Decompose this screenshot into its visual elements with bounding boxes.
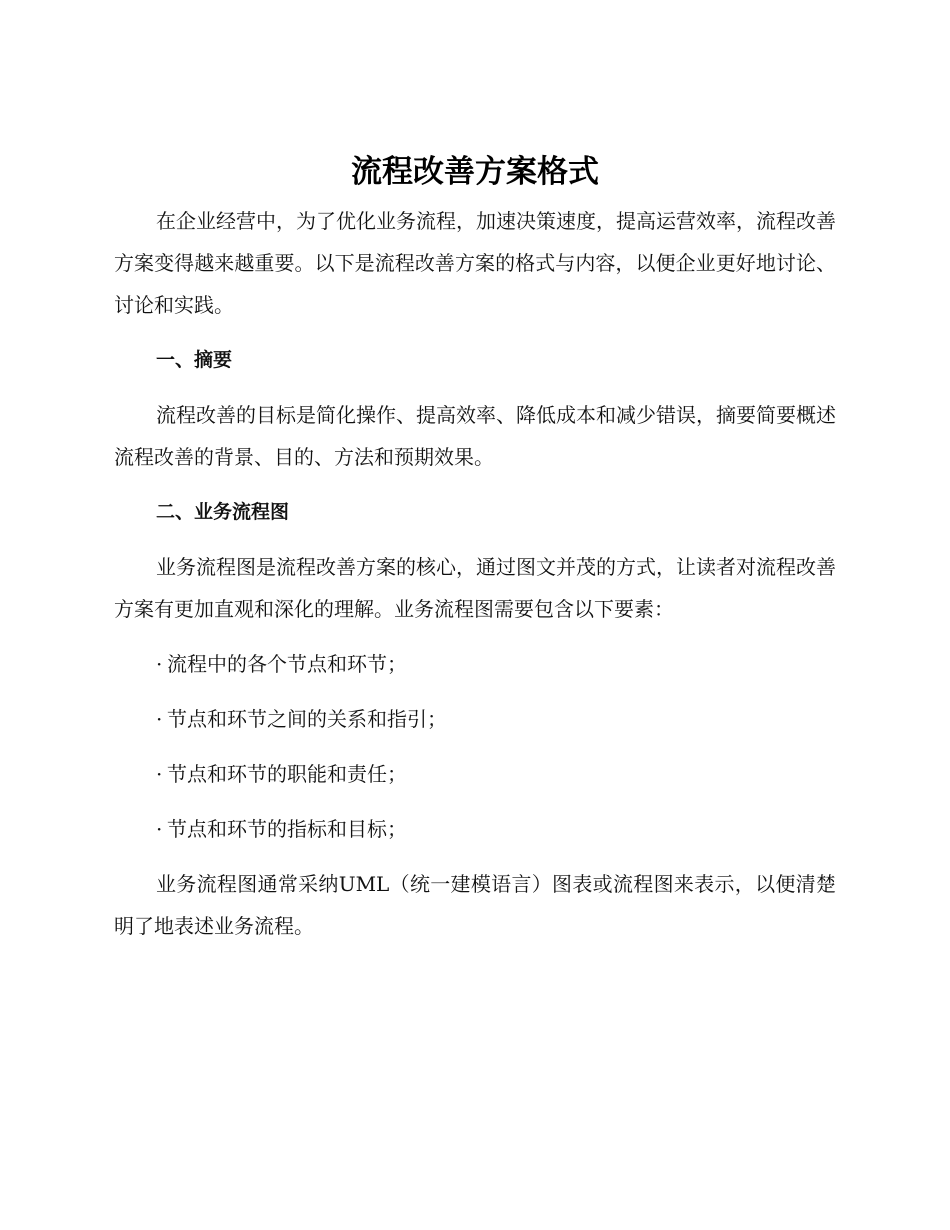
bullet-marker: · (156, 707, 163, 731)
section-heading-flowchart: 二、业务流程图 (156, 501, 290, 523)
bullet-marker: · (156, 817, 163, 841)
intro-paragraph: 在企业经营中，为了优化业务流程，加速决策速度，提高运营效率，流程改善方案变得越来越重要。以下是流程改善方案的格式与内容，以便企业更好地讨论、讨论和实践。 (114, 209, 836, 317)
bullet-marker: · (156, 652, 163, 676)
page-title: 流程改善方案格式 (351, 154, 599, 190)
list-item-text: 节点和环节的职能和责任； (167, 762, 407, 786)
document-body (114, 200, 836, 947)
list-item (114, 753, 836, 795)
list-item (114, 808, 836, 850)
flowchart-paragraph: 业务流程图是流程改善方案的核心，通过图文并茂的方式，让读者对流程改善方案有更加直观和深化的理解。业务流程图需要包含以下要素： (114, 555, 836, 621)
list-item-text: 节点和环节的指标和目标； (167, 817, 407, 841)
list-item-text: 流程中的各个节点和环节； (167, 652, 407, 676)
closing-paragraph: 业务流程图通常采纳UML（统一建模语言）图表或流程图来表示，以便清楚明了地表述业务流程。 (114, 872, 836, 938)
list-item (114, 698, 836, 740)
list-item-text: 节点和环节之间的关系和指引； (167, 707, 447, 731)
bullet-marker: · (156, 762, 163, 786)
section-heading-summary: 一、摘要 (156, 349, 233, 371)
list-item (114, 643, 836, 685)
summary-paragraph: 流程改善的目标是简化操作、提高效率、降低成本和减少错误，摘要简要概述流程改善的背景、目的、方法和预期效果。 (114, 403, 836, 469)
